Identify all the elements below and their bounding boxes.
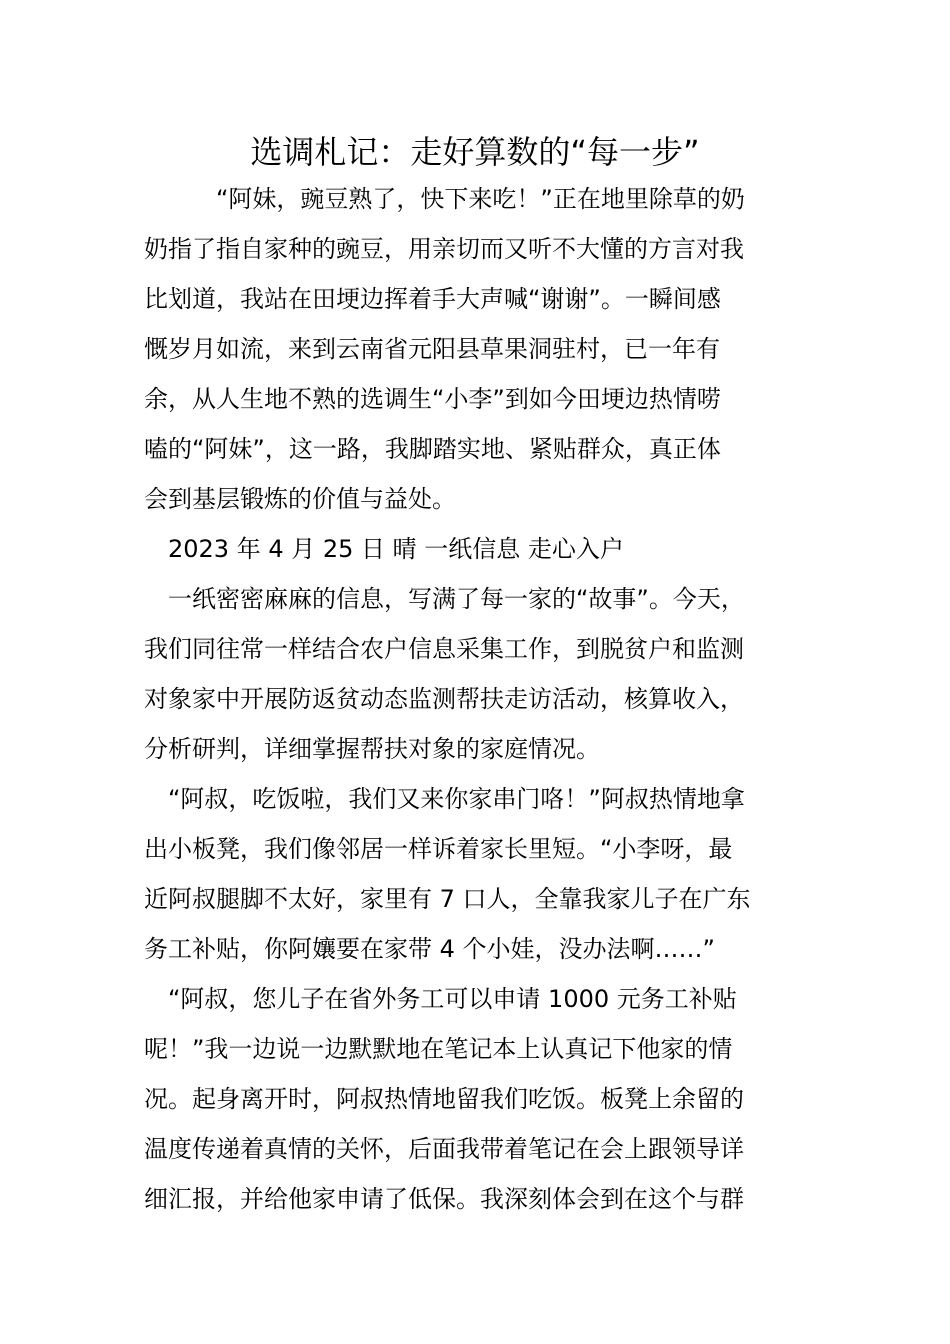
text-line: “阿妹，豌豆熟了，快下来吃！”正在地里除草的奶	[216, 185, 745, 213]
text-line: 出小板凳，我们像邻居一样诉着家长里短。“小李呀，最	[144, 835, 733, 863]
paragraph-subsidy	[144, 974, 814, 1224]
text-line: 温度传递着真情的关怀，后面我带着笔记在会上跟领导详	[144, 1135, 744, 1163]
text-line: 分析研判，详细掌握帮扶对象的家庭情况。	[144, 735, 600, 763]
text-line: 一纸密密麻麻的信息，写满了每一家的“故事”。今天，	[168, 585, 745, 613]
paragraph-uncle-dialogue	[144, 774, 814, 974]
text-line: 比划道，我站在田埂边挥着手大声喊“谢谢”。一瞬间感	[144, 285, 721, 313]
text-line: “阿叔，您儿子在省外务工可以申请 1000 元务工补贴	[168, 985, 737, 1013]
document-title: 选调札记：走好算数的“每一步”	[250, 133, 700, 171]
paragraph-information	[144, 574, 814, 774]
text-line: 余，从人生地不熟的选调生“小李”到如今田埂边热情唠	[144, 385, 721, 413]
document-body	[144, 174, 814, 1224]
paragraph-intro	[144, 174, 814, 524]
text-line: 呢！”我一边说一边默默地在笔记本上认真记下他家的情	[144, 1035, 733, 1063]
text-line: 务工补贴，你阿孃要在家带 4 个小娃，没办法啊……”	[144, 935, 715, 963]
text-line: 2023 年 4 月 25 日 晴 一纸信息 走心入户	[168, 535, 624, 563]
diary-date-heading	[144, 524, 814, 574]
text-line: 嗑的“阿妹”，这一路，我脚踏实地、紧贴群众，真正体	[144, 435, 721, 463]
text-line: “阿叔，吃饭啦，我们又来你家串门咯！”阿叔热情地拿	[168, 785, 745, 813]
text-line: 况。起身离开时，阿叔热情地留我们吃饭。板凳上余留的	[144, 1085, 744, 1113]
text-line: 奶指了指自家种的豌豆，用亲切而又听不大懂的方言对我	[144, 235, 744, 263]
text-line: 对象家中开展防返贫动态监测帮扶走访活动，核算收入，	[144, 685, 744, 713]
text-line: 细汇报，并给他家申请了低保。我深刻体会到在这个与群	[144, 1185, 744, 1213]
text-line: 我们同往常一样结合农户信息采集工作，到脱贫户和监测	[144, 635, 744, 663]
text-line: 慨岁月如流，来到云南省元阳县草果洞驻村，已一年有	[144, 335, 720, 363]
text-line: 近阿叔腿脚不太好，家里有 7 口人，全靠我家儿子在广东	[144, 885, 751, 913]
text-line: 会到基层锻炼的价值与益处。	[144, 485, 456, 513]
